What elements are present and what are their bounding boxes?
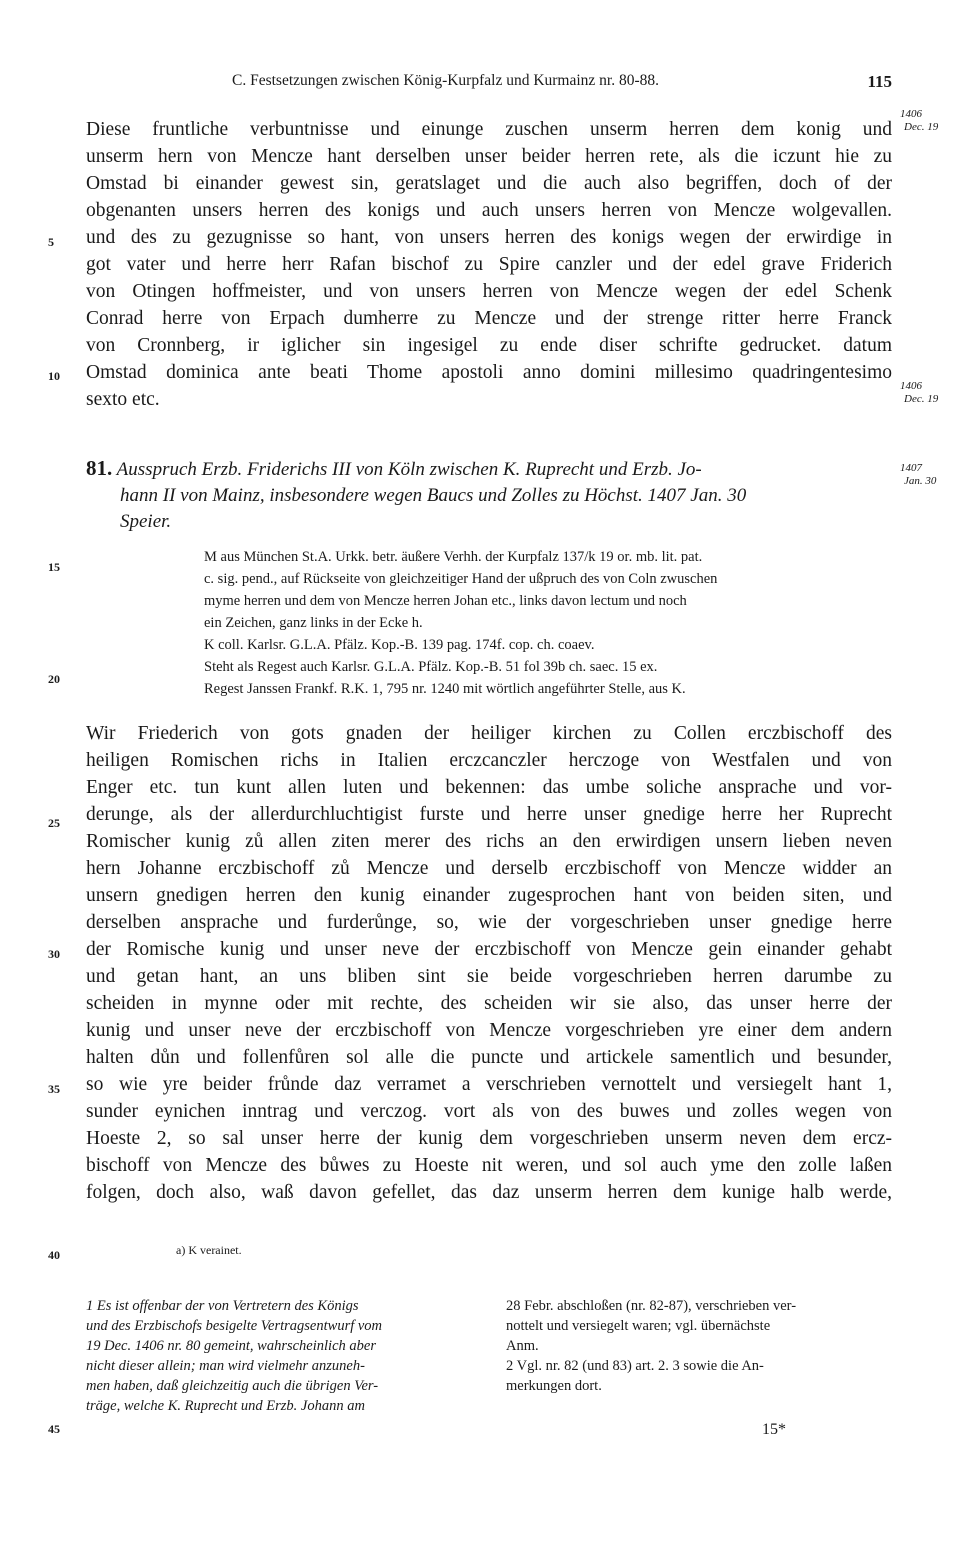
text-line: sexto etc.	[86, 389, 160, 410]
footnote-line: 19 Dec. 1406 nr. 80 gemeint, wahrscheinlich aber	[86, 1338, 376, 1354]
text-line: Diese fruntliche verbuntnisse und einunge zuschen unserm herren dem konig und	[86, 119, 892, 140]
text-line: und getan hant, an uns bliben sint sie beide vorgeschrieben herren darumbe zu	[86, 966, 892, 987]
text-line: von Cronnberg, ir iglicher sin ingesigel zu ende diser schrifte gedrucket. datum	[86, 335, 892, 356]
margin-date: 1406 Dec. 19	[900, 380, 939, 405]
line-number: 15	[48, 560, 60, 574]
text-line: so wie yre beider frůnde daz verramet a verschrieben vernottelt und versiegelt hant 1,	[86, 1074, 892, 1095]
footnote-line: 2 Vgl. nr. 82 (und 83) art. 2. 3 sowie die An-	[506, 1358, 764, 1374]
footnote-line: 28 Febr. abschloßen (nr. 82-87), verschrieben ver-	[506, 1298, 797, 1314]
source-line: ein Zeichen, ganz links in der Ecke h.	[204, 615, 423, 631]
heading-line: Ausspruch Erzb. Friderichs III von Köln zwischen K. Ruprecht und Erzb. Jo-	[116, 459, 702, 480]
line-number: 35	[48, 1082, 60, 1096]
text-line: folgen, doch also, waß davon gefellet, das daz unserm herren dem kunige halb werde,	[86, 1182, 892, 1203]
line-number: 25	[48, 816, 60, 830]
text-line: Omstad bi einander gewest sin, geratslaget und die auch also begriffen, doch of der	[86, 173, 892, 194]
text-line: scheiden in mynne oder mit rechte, des scheiden wir sie also, das unser herre der	[86, 993, 892, 1014]
source-line: M aus München St.A. Urkk. betr. äußere Verhh. der Kurpfalz 137/k 19 or. mb. lit. pat.	[204, 549, 703, 565]
apparatus-note: a) K verainet.	[176, 1243, 242, 1257]
text-line: got vater und herre herr Rafan bischof zu Spire canzler und der edel grave Friderich	[86, 254, 892, 275]
line-number: 45	[48, 1422, 60, 1436]
text-line: bischoff von Mencze des bůwes zu Hoeste nit weren, und sol auch yme den zolle laßen	[86, 1155, 892, 1176]
heading-line: Speier.	[120, 511, 172, 532]
text-line: sunder eynichen inntrag und verczog. vort als von des buwes und zolles wegen von	[86, 1101, 892, 1122]
footnote-line: nottelt und versiegelt waren; vgl. übernächste	[506, 1318, 771, 1334]
line-number: 30	[48, 947, 60, 961]
footnotes-right	[506, 1296, 906, 1396]
footnote-line: Anm.	[506, 1338, 539, 1354]
footnote-line: träge, welche K. Ruprecht und Erzb. Johann am	[86, 1398, 365, 1414]
footnote-line: merkungen dort.	[506, 1378, 602, 1394]
signature-mark: 15*	[762, 1421, 786, 1438]
doc81-heading	[86, 455, 892, 535]
text-line: unserm hern von Mencze hant derselben unser beider herren rete, als die iczunt hie zu	[86, 146, 892, 167]
text-line: unsern gnedigen herren den kunig einander zugesprochen hant von beiden siten, und	[86, 885, 892, 906]
text-line: Romischer kunig zů allen ziten merer des richs an den erwirdigen unsern lieben neven	[86, 831, 892, 852]
source-line: Steht als Regest auch Karlsr. G.L.A. Pfälz. Kop.-B. 51 fol 39b ch. saec. 15 ex.	[204, 659, 658, 675]
text-line: Enger etc. tun kunt allen luten und bekennen: das umbe soliche ansprache und vor-	[86, 777, 892, 798]
line-number: 5	[48, 235, 54, 249]
footnote-line: 1 Es ist offenbar der von Vertretern des Königs	[86, 1298, 359, 1314]
text-line: halten důn und follenfůren sol alle die puncte und artickele samentlich und besunder,	[86, 1047, 892, 1068]
footnote-line: men haben, daß gleichzeitig auch die übrigen Ver-	[86, 1378, 379, 1394]
line-number: 10	[48, 369, 60, 383]
text-line: obgenanten unsers herren des konigs und auch unsers herren von Mencze wolgevallen.	[86, 200, 892, 221]
margin-date: 1407 Jan. 30	[900, 462, 937, 487]
margin-date: 1406 Dec. 19	[900, 108, 939, 133]
line-number: 20	[48, 672, 60, 686]
running-header	[232, 72, 892, 90]
text-line: Omstad dominica ante beati Thome apostoli anno domini millesimo quadringentesimo	[86, 362, 892, 383]
text-line: Wir Friederich von gots gnaden der heiliger kirchen zu Collen erczbischoff des	[86, 723, 892, 744]
text-line: Conrad herre von Erpach dumherre zu Mencze und der strenge ritter herre Franck	[86, 308, 892, 329]
text-line: der Romische kunig und unser neve der erczbischoff von Mencze gein einander gehabt	[86, 939, 892, 960]
page-number: 115	[867, 72, 892, 91]
text-line: hern Johanne erczbischoff zů Mencze und derselb erczbischoff von Mencze widder an	[86, 858, 892, 879]
footnote-line: nicht dieser allein; man wird vielmehr anzuneh-	[86, 1358, 365, 1374]
doc-number: 81.	[86, 456, 113, 480]
text-line: heiligen Romischen richs in Italien erczcanczler herczoge von Westfalen und von	[86, 750, 892, 771]
text-line: derselben ansprache und furderůnge, so, wie der vorgeschrieben unser gnedige herre	[86, 912, 892, 933]
text-line: kunig und unser neve der erczbischoff von Mencze vorgeschrieben yre einer dem andern	[86, 1020, 892, 1041]
text-line: Hoeste 2, so sal unser herre der kunig dem vorgeschrieben unserm neven dem ercz-	[86, 1128, 892, 1149]
text-line: von Otingen hoffmeister, und von unsers herren von Mencze wegen der edel Schenk	[86, 281, 892, 302]
source-line: myme herren und dem von Mencze herren Johan etc., links davon lectum und noch	[204, 593, 687, 609]
footnote-line: und des Erzbischofs besigelte Vertragsentwurf vom	[86, 1318, 383, 1334]
line-number: 40	[48, 1248, 60, 1262]
source-line: Regest Janssen Frankf. R.K. 1, 795 nr. 1240 mit wörtlich angeführter Stelle, aus K.	[204, 681, 686, 697]
text-line: und des zu gezugnisse so hant, von unsers herren des konigs wegen der erwirdige in	[86, 227, 892, 248]
source-line: K coll. Karlsr. G.L.A. Pfälz. Kop.-B. 139 pag. 174f. cop. ch. coaev.	[204, 637, 595, 653]
text-line: derunge, als der allerdurchluchtigist furste und herre unser gnedige herre her Ruprecht	[86, 804, 892, 825]
header-title: C. Festsetzungen zwischen König-Kurpfalz und Kurmainz nr. 80-88.	[232, 72, 660, 89]
footnotes-left	[86, 1296, 486, 1416]
source-line: c. sig. pend., auf Rückseite von gleichzeitiger Hand der ußpruch des von Coln zwuschen	[204, 571, 718, 587]
heading-line: hann II von Mainz, insbesondere wegen Baucs und Zolles zu Höchst. 1407 Jan. 30	[120, 485, 747, 506]
